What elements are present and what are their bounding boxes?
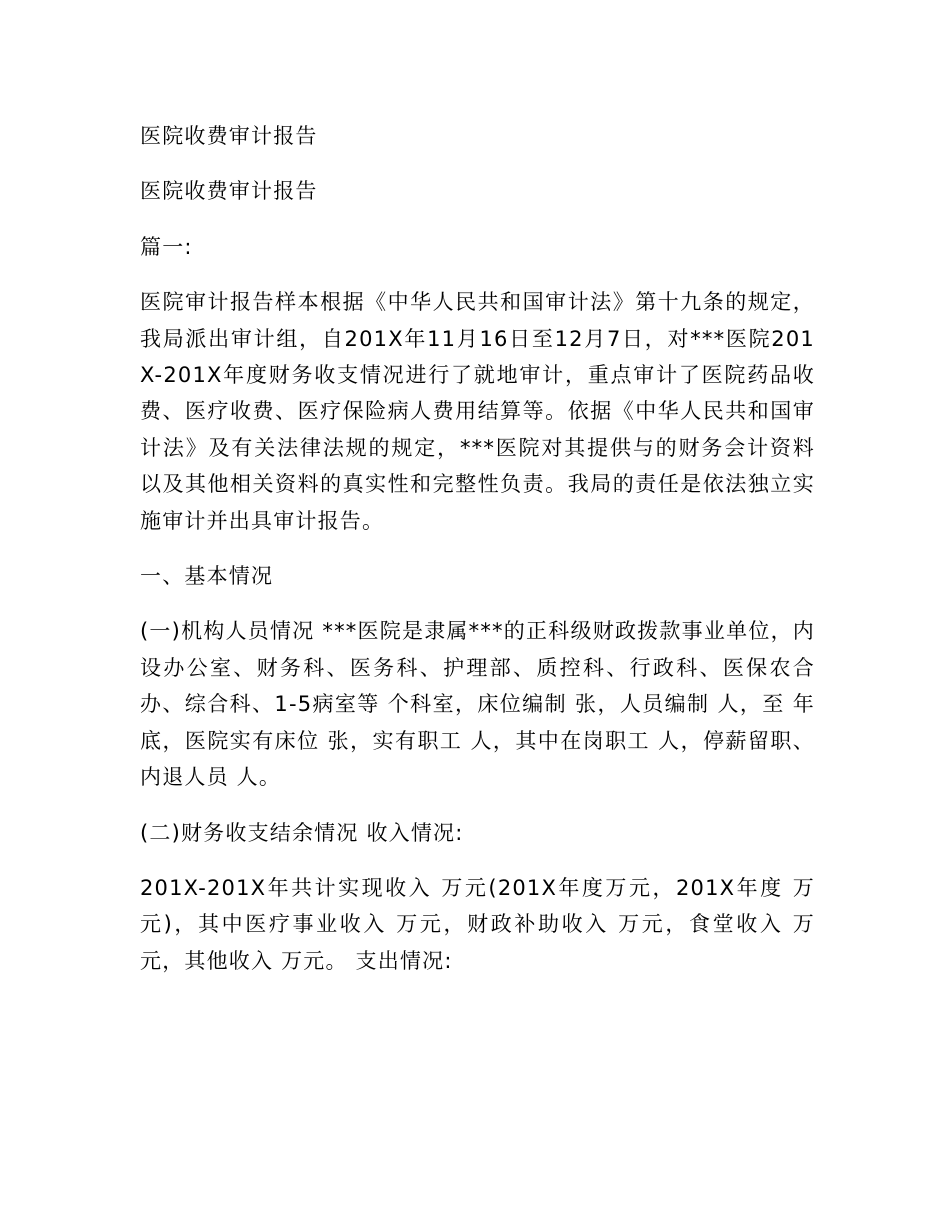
document-page [140,118,815,998]
paragraph-section-heading: 一、基本情况 [140,564,274,589]
document-title: 医院收费审计报告 [140,124,318,148]
section-label: 篇一: [140,234,193,259]
paragraph-finance-heading: (二)财务收支结余情况 收入情况: [140,820,464,845]
paragraph-organization: (一)机构人员情况 ***医院是隶属***的正科级财政拨款事业单位，内设办公室、财务科、医务科、护理部、质控科、行政科、医保农合办、综合科、1-5病室等 个科室，床位编制 张，人员编制 人，至 年底，医院实有床位 张，实有职工 人，其中在岗职工 人，停薪留职、内退人员 人。 [140,619,815,790]
paragraph-intro: 医院审计报告样本根据《中华人民共和国审计法》第十九条的规定，我局派出审计组，自201X年11月16日至12月7日，对***医院201X-201X年度财务收支情况进行了就地审计，重点审计了医院药品收费、医疗收费、医疗保险病人费用结算等。依据《中华人民共和国审计法》及有关法律法规的规定，***医院对其提供与的财务会计资料以及其他相关资料的真实性和完整性负责。我局的责任是依法独立实施审计并出具审计报告。 [140,290,815,533]
document-subtitle: 医院收费审计报告 [140,179,318,204]
paragraph-income: 201X-201X年共计实现收入 万元(201X年度万元，201X年度 万元)，其中医疗事业收入 万元，财政补助收入 万元，食堂收入 万元，其他收入 万元。 支出情况: [140,875,815,973]
